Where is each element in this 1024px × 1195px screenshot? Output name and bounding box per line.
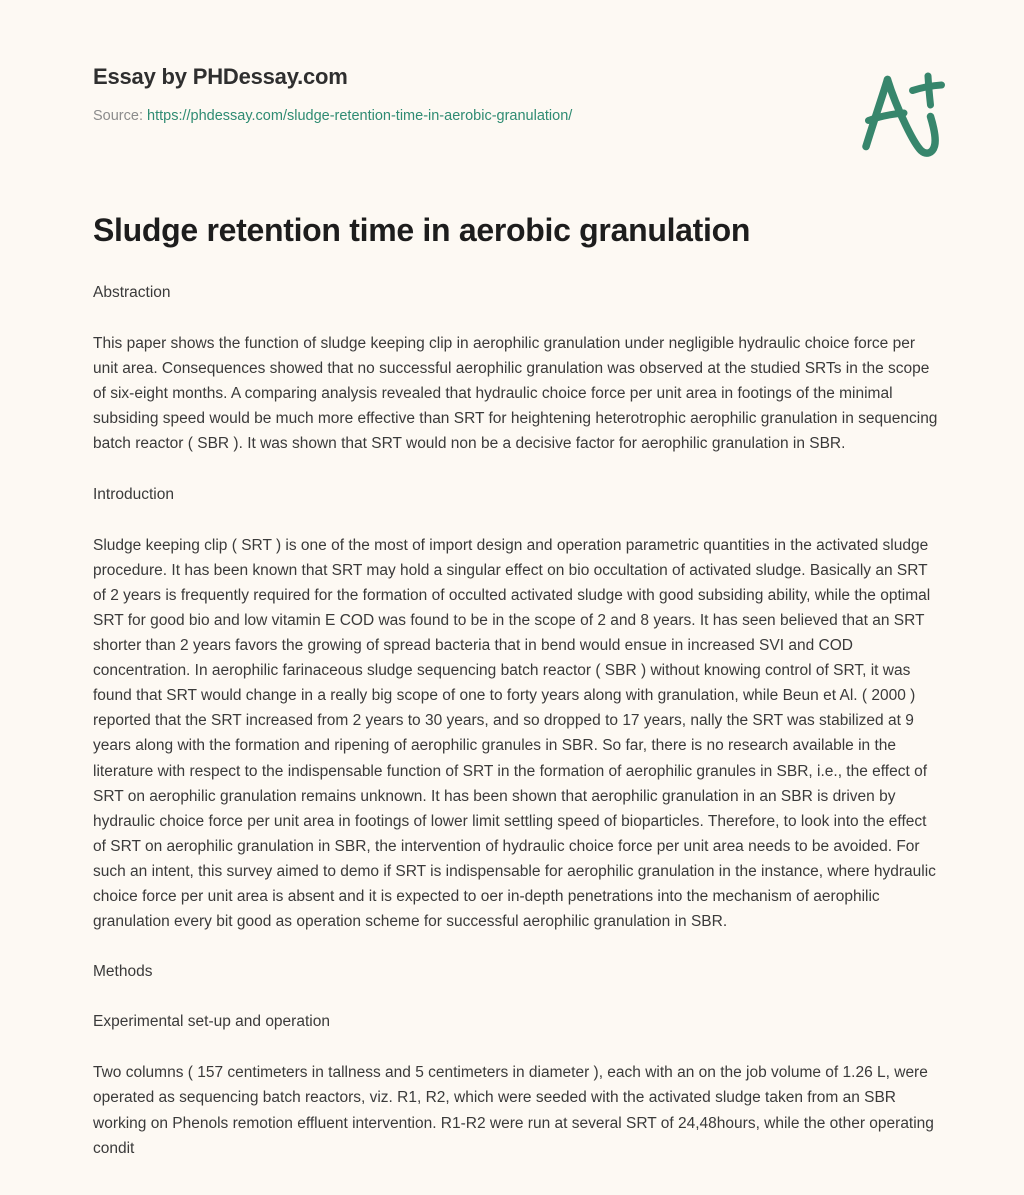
paragraph-introduction: Sludge keeping clip ( SRT ) is one of the most of import design and operation parametric quantities in the activated sludge procedure. It has been known that SRT may hold a singular effect on bio occultation of activated sludge. Basically an SRT of 2 years is frequently required for the formation of occulted activated sludge with good subsiding ability, while the optimal SRT for good bio and low vitamin E COD was found to be in the scope of 2 and 8 years. It has seen believed that an SRT shorter than 2 years favors the growing of spread bacteria that in bend would ensue in increased SVI and COD concentration. In aerophilic farinaceous sludge sequencing batch reactor ( SBR ) without knowing control of SRT, it was found that SRT would change in a really big scope of one to forty years along with granulation, while Beun et Al. ( 2000 ) reported that the SRT increased from 2 years to 30 years, and so dropped to 17 years, nally the SRT was stabilized at 9 years along with the formation and ripening of aerophilic granules in SBR. So far, there is no research available in the literature with respect to the indispensable function of SRT in the formation of aerophilic granules in SBR, i.e., the effect of SRT on aerophilic granulation remains unknown. It has been shown that aerophilic granulation in an SBR is driven by hydraulic choice force per unit area in footings of lower limit settling speed of bioparticles. Therefore, to look into the effect of SRT on aerophilic granulation in SBR, the intervention of hydraulic choice force per unit area needs to be avoided. For such an intent, this survey aimed to demo if SRT is indispensable for aerophilic granulation in the instance, where hydraulic choice force per unit area is absent and it is expected to oer in-depth penetrations into the mechanism of aerophilic granulation every bit good as operation scheme for successful aerophilic granulation in SBR.	[93, 536, 936, 931]
section-heading-methods: Methods	[93, 963, 153, 981]
page-title: Sludge retention time in aerobic granulation	[93, 212, 751, 248]
aplus-logo-icon	[842, 54, 962, 174]
section-heading-abstraction: Abstraction	[93, 284, 171, 301]
aplus-logo-svg	[842, 54, 962, 174]
brand-title: Essay by PHDessay.com	[93, 64, 348, 89]
source-line	[93, 90, 938, 125]
paragraph-abstract: This paper shows the function of sludge keeping clip in aerophilic granulation under negligible hydraulic choice force per unit area. Consequences showed that no successful aerophilic granulation was observed at the studied SRTs in the scope of six-eight months. A comparing analysis revealed that hydraulic choice force per unit area in footings of the minimal subsiding speed would be much more effective than SRT for heightening heterotrophic aerophilic granulation in sequencing batch reactor ( SBR ). It was shown that SRT would non be a decisive factor for aerophilic granulation in SBR.	[93, 335, 938, 453]
source-label: Source:	[93, 108, 143, 125]
page-header	[93, 64, 938, 126]
section-heading-introduction: Introduction	[93, 485, 174, 503]
source-url-link[interactable]: https://phdessay.com/sludge-retention-time-in-aerobic-granulation/	[147, 108, 573, 125]
paragraph-experimental-setup: Two columns ( 157 centimeters in tallness and 5 centimeters in diameter ), each with an on the job volume of 1.26 L, were operated as sequencing batch reactors, viz. R1, R2, which were seeded with the activated sludge taken from an SBR working on Phenols remotion effluent intervention. R1-R2 were run at several SRT of 24,48hours, while the other operating condit	[93, 1064, 934, 1157]
document-body	[93, 281, 938, 1161]
section-heading-experimental-setup: Experimental set-up and operation	[93, 1013, 330, 1031]
